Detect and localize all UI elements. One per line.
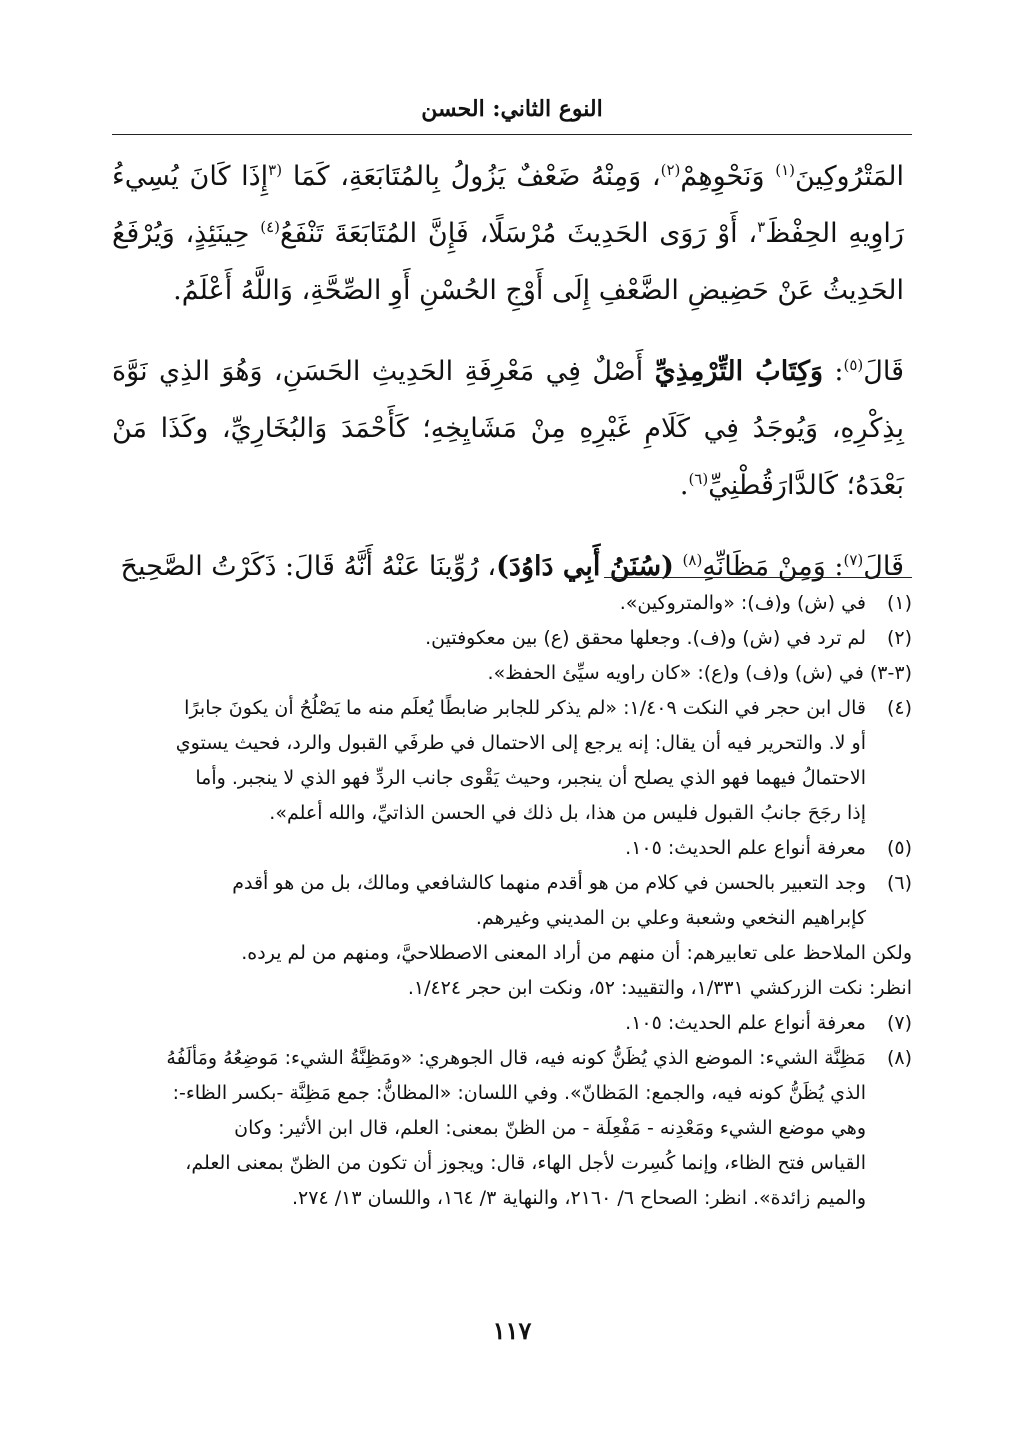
text-span: . <box>679 470 689 501</box>
footnote-3 <box>112 656 912 691</box>
text-span: المَتْرُوكِينَ <box>795 161 904 192</box>
footnote-7 <box>112 1006 912 1041</box>
main-text <box>112 148 904 619</box>
footnote-line: ولكن الملاحظ على تعابيرهم: أن منهم من أراد المعنى الاصطلاحيَّ، ومنهم من لم يرده. <box>241 942 912 964</box>
footnote-text <box>112 586 866 621</box>
text-span: ، رُوِّينَا عَنْهُ أَنَّهُ قَالَ: ذَكَرْتُ الصَّحِيحَ <box>120 551 497 582</box>
footnote-6 <box>112 866 912 936</box>
footnote-line: كإبراهيم النخعي وشعبة وعلي بن المديني وغيرهم. <box>475 907 866 929</box>
footnote-number: (٧) <box>886 1012 912 1034</box>
footnote-2 <box>112 621 912 656</box>
footnote-8 <box>112 1041 912 1216</box>
footnote-line: انظر: نكت الزركشي ١/٣٣١، والتقييد: ٥٢، ونكت ابن حجر ١/٤٢٤. <box>407 977 912 999</box>
footnote-5 <box>112 831 912 866</box>
footnote-6-continuation <box>112 936 912 1006</box>
running-header-title: النوع الثاني: الحسن <box>421 96 603 122</box>
bold-book-title: وَكِتَابُ التِّرْمِذِيِّ <box>654 356 823 387</box>
bold-book-title: (سُنَنُ أَبِي دَاوُدَ) <box>496 551 674 582</box>
footnote-line: معرفة أنواع علم الحديث: ١٠٥. <box>625 837 866 859</box>
footnote-line: الاحتمالُ فيهما فهو الذي يصلح أن ينجبر، وحيث يَقْوى جانب الردِّ فهو الذي لا ينجبر. وأما <box>195 767 866 789</box>
text-span: إِذَا كَانَ يُسِيءُ رَاوِيهِ <box>112 161 904 249</box>
text-span: كَالدَّارَقُطْنِيِّ <box>708 470 838 501</box>
footnote-line: في (ش) و(ف): «والمتروكين». <box>619 592 866 614</box>
footnote-line: والميم زائدة». انظر: الصحاح ٦/ ٢١٦٠، والنهاية ٣/ ١٦٤، واللسان ١٣/ ٢٧٤. <box>292 1187 866 1209</box>
paragraph-1 <box>112 148 904 319</box>
footnote-ref-3-close[interactable]: ٣ <box>757 218 766 236</box>
footnote-4 <box>112 691 912 831</box>
footnote-number: (٦) <box>886 872 912 894</box>
text-span: الحِفْظَ <box>765 218 838 249</box>
footnote-ref-4[interactable]: (٤) <box>260 218 280 236</box>
footnote-text <box>112 1006 866 1041</box>
footnote-line: قال ابن حجر في النكت ١/٤٠٩: «لم يذكر للجابر ضابطًا يُعلَم منه ما يَصْلُحُ أن يكونَ جابرًا <box>184 697 866 719</box>
text-span: وَنَحْوِهِمْ <box>680 161 765 192</box>
footnote-number: (٣-٣) <box>869 662 912 684</box>
text-span: ، وَمِنْهُ ضَعْفٌ يَزُولُ بِالمُتَابَعَةِ، كَمَا <box>292 161 661 192</box>
footnote-text <box>112 691 866 831</box>
footnote-ref-1[interactable]: (١) <box>775 161 795 179</box>
footnote-number: (٨) <box>886 1047 912 1069</box>
footnote-text <box>112 621 866 656</box>
text-span: حَضِيضِ الضَّعْفِ إِلَى أَوْجِ الحُسْنِ أَوِ الصِّحَّةِ، وَاللَّهُ أَعْلَمُ. <box>173 275 769 306</box>
footnote-line: لم ترد في (ش) و(ف). وجعلها محقق (ع) بين معكوفتين. <box>425 627 866 649</box>
footnote-number: (٢) <box>886 627 912 649</box>
footnotes-rule <box>604 577 912 578</box>
paragraph-2 <box>112 343 904 514</box>
footnote-line: أو لا. والتحرير فيه أن يقال: إنه يرجع إلى الاحتمال في طرفَي القبول والرد، فحيث يستوي <box>175 732 866 754</box>
footnote-line: وجد التعبير بالحسن في كلام من هو أقدم منهما كالشافعي ومالك، بل من هو أقدم <box>232 872 866 894</box>
footnote-ref-6[interactable]: (٦) <box>688 470 709 488</box>
footnote-ref-5[interactable]: (٥) <box>843 356 864 374</box>
footnote-1 <box>112 586 912 621</box>
footnote-ref-8[interactable]: (٨) <box>682 551 703 569</box>
text-span: بِذِكْرِهِ، وَيُوجَدُ فِي كَلَامِ غَيْرِهِ مِنْ مَشَايِخِهِ؛ كَأَحْمَدَ وَالبُخَارِيِّ، وكَذَا مَنْ بَعْدَهُ؛ <box>112 413 904 501</box>
footnote-line: الذي يُظَنُّ كونه فيه، والجمع: المَظانّ». وفي اللسان: «المظانُّ: جمع مَظِنَّة -بكسر الظاء-: <box>172 1082 866 1104</box>
text-span: ، أَوْ رَوَى الحَدِيثَ مُرْسَلًا، فَإِنَّ المُتَابَعَةَ تَنْفَعُ <box>280 218 758 249</box>
footnote-ref-3-open[interactable]: (٣ <box>268 161 283 179</box>
footnote-line: معرفة أنواع علم الحديث: ١٠٥. <box>625 1012 866 1034</box>
footnote-ref-2[interactable]: (٢) <box>660 161 681 179</box>
footnote-number: (١) <box>886 592 912 614</box>
footnote-line: القياس فتح الظاء، وإنما كُسِرت لأجل الهاء، قال: ويجوز أن تكون من الظنّ بمعنى العلم، <box>185 1152 866 1174</box>
footnotes <box>112 586 912 1216</box>
footnote-number: (٥) <box>886 837 912 859</box>
footnote-number: (٤) <box>886 697 912 719</box>
footnote-line: في (ش) و(ف) و(ع): «كان راويه سيِّئ الحفظ». <box>487 662 864 684</box>
page-number: ١١٧ <box>492 1316 532 1345</box>
text-span: قَالَ <box>863 356 904 387</box>
text-span: أَصْلٌ فِي مَعْرِفَةِ الحَدِيثِ الحَسَنِ، وَهُوَ الذِي نَوَّهَ <box>112 356 655 387</box>
footnote-line: إذا رجَحَ جانبُ القبول فليس من هذا، بل ذلك في الحسن الذاتيِّ، والله أعلم». <box>269 802 866 824</box>
text-span: قَالَ <box>863 551 904 582</box>
footnote-text <box>112 831 866 866</box>
footnote-line: وهي موضع الشيء ومَعْدِنه - مَفْعِلَة - من الظنّ بمعنى: العلم، قال ابن الأثير: وكان <box>234 1117 866 1139</box>
footnote-text <box>112 866 866 936</box>
footnote-text <box>112 656 864 691</box>
text-span: حِينَئِذٍ، وَيُرْفَعُ الحَدِيثُ عَنْ <box>112 218 904 306</box>
text-span: : <box>823 356 844 387</box>
footnote-text <box>112 1041 866 1216</box>
footnote-ref-7[interactable]: (٧) <box>843 551 864 569</box>
header-rule <box>112 134 912 135</box>
footnote-line: مَظِنَّة الشيء: الموضع الذي يُظَنُّ كونه فيه، قال الجوهري: «ومَظِنَّةُ الشيء: مَوضِعُهُ ومَألَفُهُ <box>166 1047 866 1069</box>
text-span: : وَمِنْ مَظَانِّهِ <box>702 551 844 582</box>
